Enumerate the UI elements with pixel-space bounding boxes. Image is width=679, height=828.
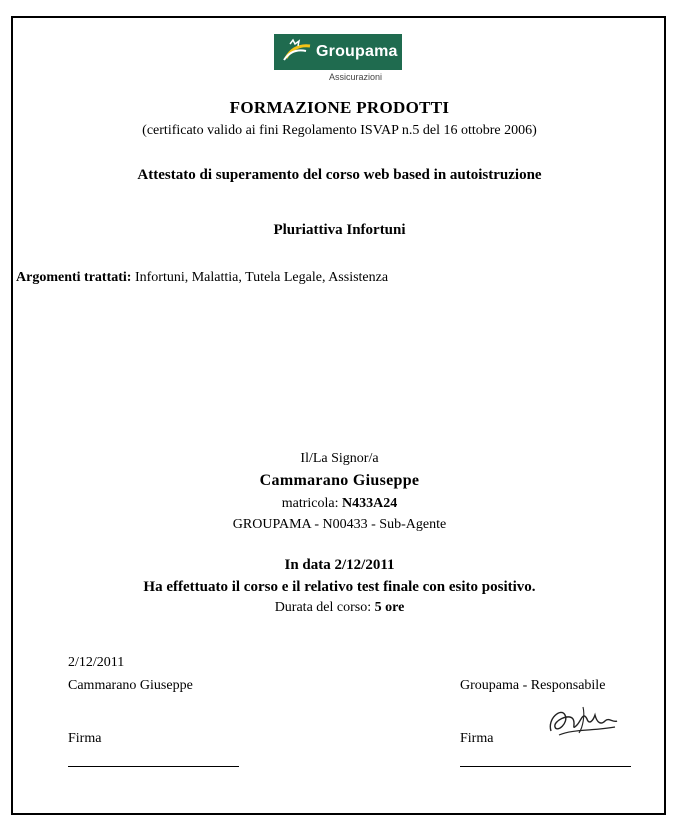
document-title: FORMAZIONE PRODOTTI xyxy=(229,98,450,117)
logo-wordmark: Groupama xyxy=(316,43,398,60)
completion-outcome: Ha effettuato il corso e il relativo test finale con esito positivo. xyxy=(143,579,536,595)
footer-responsible: Groupama - Responsabile xyxy=(460,678,606,693)
signature-label-left: Firma xyxy=(68,731,102,746)
footer-date: 2/12/2011 xyxy=(68,655,125,670)
certificate-heading: Attestato di superamento del corso web based in autoistruzione xyxy=(137,167,542,183)
completion-date: In data 2/12/2011 xyxy=(284,557,395,573)
topics-line xyxy=(16,270,388,286)
salutation: Il/La Signor/a xyxy=(300,451,379,466)
duration-line xyxy=(0,600,679,616)
duration-label: Durata del corso: xyxy=(274,600,372,615)
participant-name: Cammarano Giuseppe xyxy=(259,472,420,489)
signature-line-left xyxy=(68,766,239,767)
document-subtitle: (certificato valido ai fini Regolamento ISVAP n.5 del 16 ottobre 2006) xyxy=(142,123,537,138)
matricola-line xyxy=(0,496,679,512)
topics-value: Infortuni, Malattia, Tutela Legale, Assistenza xyxy=(134,270,389,285)
course-name: Pluriattiva Infortuni xyxy=(273,222,406,238)
footer-participant-name: Cammarano Giuseppe xyxy=(68,678,193,693)
logo-subtitle: Assicurazioni xyxy=(329,72,383,82)
signature-line-right xyxy=(460,766,631,767)
matricola-label: matricola: xyxy=(281,496,339,511)
topics-label: Argomenti trattati: xyxy=(16,270,132,285)
logo-emblem-icon xyxy=(276,34,316,70)
matricola-value: N433A24 xyxy=(342,496,398,511)
duration-value: 5 ore xyxy=(374,600,405,615)
groupama-logo xyxy=(274,34,402,70)
signature-label-right: Firma xyxy=(460,731,494,746)
handwritten-signature xyxy=(543,701,623,741)
agency-line: GROUPAMA - N00433 - Sub-Agente xyxy=(232,517,447,532)
